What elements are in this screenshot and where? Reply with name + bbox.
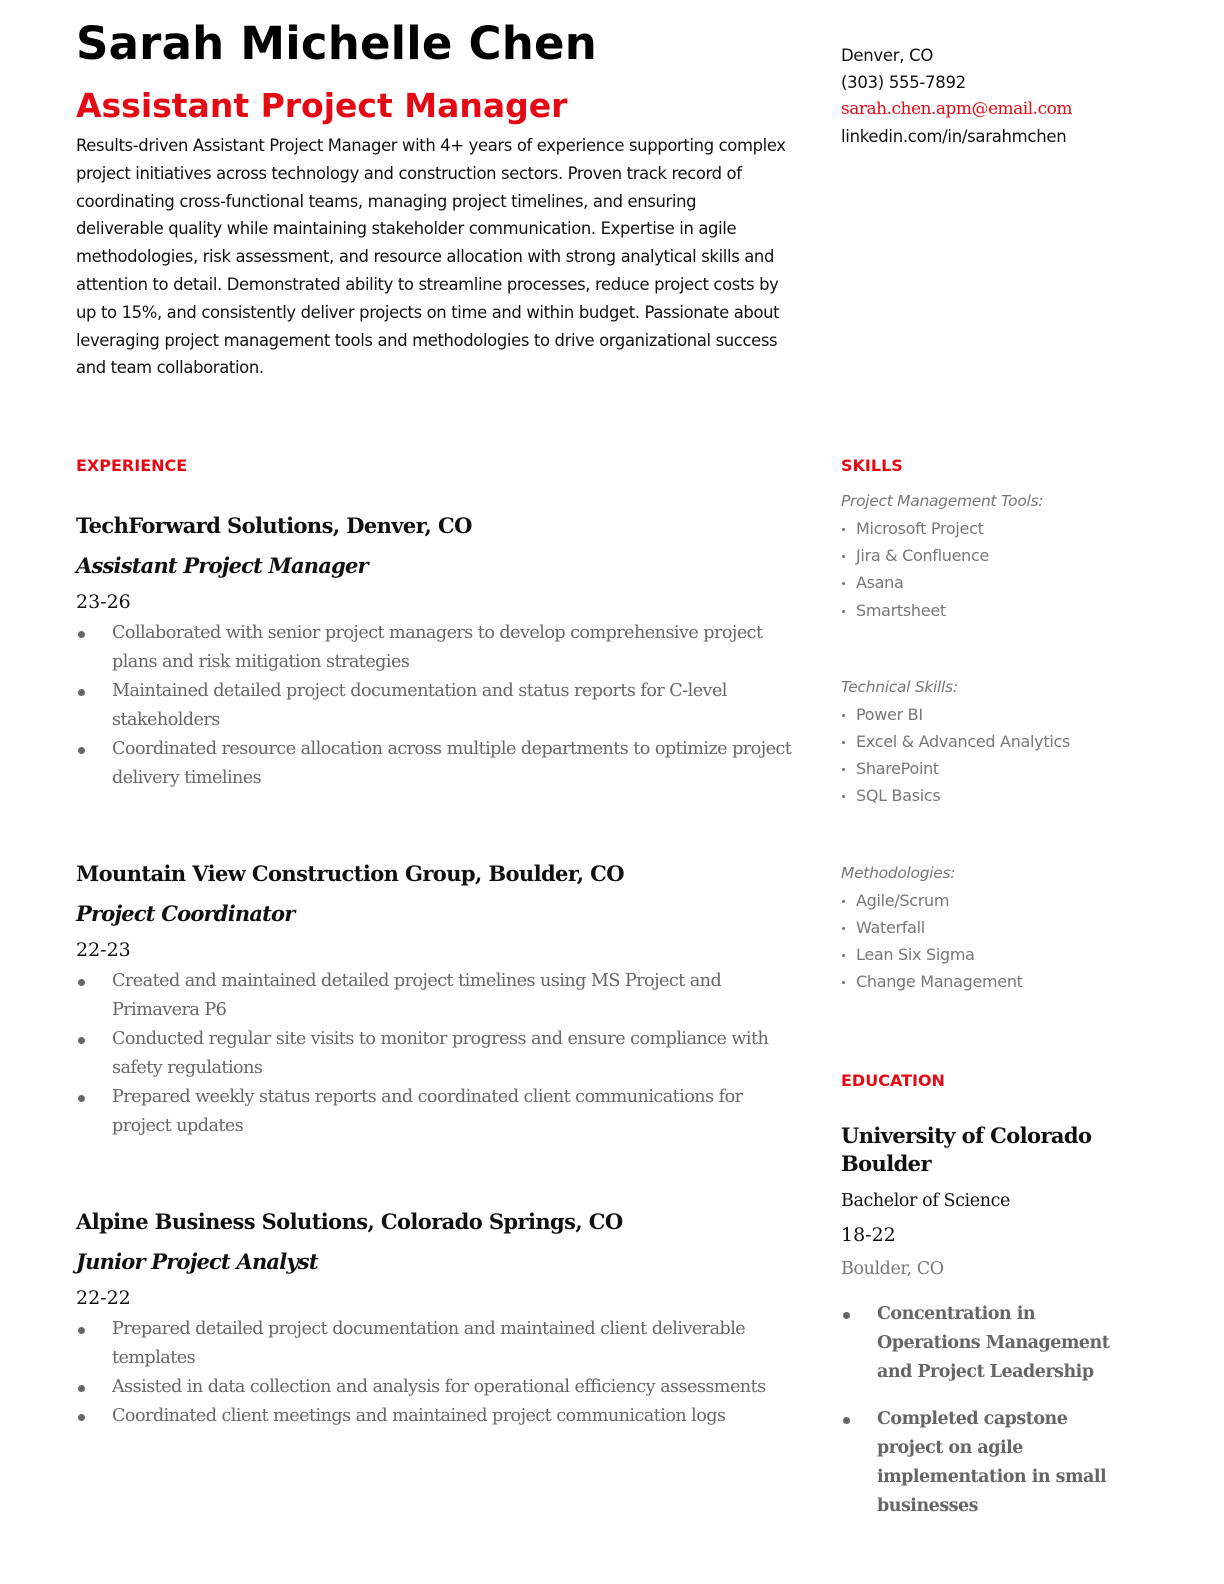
skill-text: Asana xyxy=(856,573,904,593)
job-bullet xyxy=(76,735,796,793)
bullet-icon xyxy=(78,689,85,696)
skill-item xyxy=(841,968,1141,995)
bullet-icon xyxy=(78,631,85,638)
skill-item xyxy=(841,914,1141,941)
bullet-icon xyxy=(842,795,845,798)
skill-category: Methodologies: xyxy=(841,863,956,882)
experience-entry xyxy=(76,511,796,793)
bullet-icon xyxy=(78,1327,85,1334)
job-bullet-text: Prepared detailed project documentation and maintained client deliverable templates xyxy=(112,1319,746,1368)
bullet-icon xyxy=(842,900,845,903)
job-role: Junior Project Analyst xyxy=(76,1249,318,1274)
skill-group xyxy=(841,488,1141,624)
bullet-icon xyxy=(78,747,85,754)
contact-block xyxy=(841,42,1072,150)
skill-list xyxy=(841,701,1141,810)
job-bullet-text: Prepared weekly status reports and coordinated client communications for project updates xyxy=(112,1087,743,1136)
bullet-icon xyxy=(78,1095,85,1102)
job-dates: 22-22 xyxy=(76,1287,131,1309)
education-bullet xyxy=(841,1405,1111,1521)
skill-text: SharePoint xyxy=(856,759,939,779)
job-bullet xyxy=(76,1402,796,1431)
job-bullet xyxy=(76,1083,796,1141)
job-bullet xyxy=(76,1315,796,1373)
job-bullet-text: Maintained detailed project documentation and status reports for C-level stakeholders xyxy=(112,681,727,730)
bullet-icon xyxy=(78,979,85,986)
skill-text: SQL Basics xyxy=(856,786,941,806)
job-bullet-text: Coordinated client meetings and maintained project communication logs xyxy=(112,1406,726,1426)
skill-text: Microsoft Project xyxy=(856,519,984,538)
job-company: Alpine Business Solutions, Colorado Springs, CO xyxy=(76,1209,623,1234)
contact-phone: (303) 555-7892 xyxy=(841,73,966,92)
job-bullet-text: Conducted regular site visits to monitor progress and ensure compliance with safety regulations xyxy=(112,1029,769,1078)
job-bullet xyxy=(76,677,796,735)
education-bullets xyxy=(841,1300,1111,1521)
bullet-icon xyxy=(842,768,845,771)
job-company: Mountain View Construction Group, Boulder, CO xyxy=(76,861,624,886)
education-heading: EDUCATION xyxy=(841,1071,945,1090)
job-bullet-text: Created and maintained detailed project timelines using MS Project and Primavera P6 xyxy=(112,971,722,1020)
job-bullet-text: Collaborated with senior project managers to develop comprehensive project plans and risk mitigation strategies xyxy=(112,623,763,672)
job-bullets xyxy=(76,967,796,1141)
bullet-icon xyxy=(78,1037,85,1044)
skill-text: Waterfall xyxy=(856,917,925,937)
professional-summary: Results-driven Assistant Project Manager with 4+ years of experience supporting complex project initiatives across technology and construction sectors. Proven track record of coordinating cross-functional teams, managing project timelines, and ensuring deliverable quality while maintaining stakeholder communication. Expertise in agile methodologies, risk assessment, and resource allocation with strong analytical skills and attention to detail. Demonstrated ability to streamline processes, reduce project costs by up to 15%, and consistently deliver projects on time and within budget. Passionate about leveraging project management tools and methodologies to drive organizational success and team collaboration. xyxy=(76,136,786,378)
job-dates: 23-26 xyxy=(76,591,131,613)
skill-item xyxy=(841,569,1141,596)
skills-block xyxy=(841,488,1141,1045)
education-bullet-text: Concentration in Operations Management and Project Leadership xyxy=(877,1304,1110,1382)
skill-item xyxy=(841,887,1141,914)
job-bullets xyxy=(76,619,796,793)
bullet-icon xyxy=(842,954,845,957)
job-bullet xyxy=(76,967,796,1025)
skill-item xyxy=(841,941,1141,968)
job-bullets xyxy=(76,1315,796,1431)
skill-text: Lean Six Sigma xyxy=(856,945,975,965)
bullet-icon xyxy=(842,741,845,744)
education-degree: Bachelor of Science xyxy=(841,1191,1010,1211)
skill-text: Agile/Scrum xyxy=(856,890,950,910)
skill-item xyxy=(841,755,1141,782)
job-role: Assistant Project Manager xyxy=(76,553,368,578)
skill-category: Project Management Tools: xyxy=(841,492,1044,510)
contact-location: Denver, CO xyxy=(841,46,934,65)
contact-email-link[interactable]: sarah.chen.apm@email.com xyxy=(841,99,1072,119)
skill-text: Change Management xyxy=(856,972,1023,992)
bullet-icon xyxy=(843,1417,850,1424)
skill-item xyxy=(841,728,1141,755)
candidate-title: Assistant Project Manager xyxy=(76,86,568,125)
skill-list xyxy=(841,887,1141,996)
bullet-icon xyxy=(842,927,845,930)
candidate-name: Sarah Michelle Chen xyxy=(76,17,597,70)
bullet-icon xyxy=(842,528,845,531)
bullet-icon xyxy=(78,1385,85,1392)
skill-item xyxy=(841,782,1141,809)
job-role: Project Coordinator xyxy=(76,901,295,926)
bullet-icon xyxy=(78,1414,85,1421)
skill-item xyxy=(841,701,1141,728)
education-location: Boulder, CO xyxy=(841,1259,944,1279)
experience-heading: EXPERIENCE xyxy=(76,456,188,475)
bullet-icon xyxy=(843,1312,850,1319)
job-bullet-text: Coordinated resource allocation across multiple departments to optimize project delivery timelines xyxy=(112,739,792,788)
skill-text: Jira & Confluence xyxy=(856,546,990,566)
experience-entry xyxy=(76,1207,796,1431)
skill-item xyxy=(841,542,1141,569)
skill-list xyxy=(841,515,1141,624)
skill-group xyxy=(841,674,1141,810)
job-company: TechForward Solutions, Denver, CO xyxy=(76,513,472,538)
bullet-icon xyxy=(842,582,845,585)
skill-item xyxy=(841,597,1141,624)
education-bullet-text: Completed capstone project on agile implementation in small businesses xyxy=(877,1409,1107,1516)
skills-heading: SKILLS xyxy=(841,456,903,475)
experience-entry xyxy=(76,859,796,1141)
bullet-icon xyxy=(842,610,845,613)
job-bullet xyxy=(76,1025,796,1083)
bullet-icon xyxy=(842,981,845,984)
education-bullet xyxy=(841,1300,1111,1387)
job-dates: 22-23 xyxy=(76,939,131,961)
bullet-icon xyxy=(842,714,845,717)
skill-group xyxy=(841,860,1141,996)
education-dates: 18-22 xyxy=(841,1224,896,1246)
bullet-icon xyxy=(842,555,845,558)
education-school: University of Colorado Boulder xyxy=(841,1123,1092,1176)
skill-item xyxy=(841,515,1141,542)
education-entry xyxy=(841,1122,1111,1539)
skill-text: Power BI xyxy=(856,704,923,724)
skill-text: Excel & Advanced Analytics xyxy=(856,732,1071,752)
skill-category: Technical Skills: xyxy=(841,677,958,696)
skill-text: Smartsheet xyxy=(856,600,946,620)
contact-linkedin-link[interactable]: linkedin.com/in/sarahmchen xyxy=(841,127,1067,146)
job-bullet xyxy=(76,1373,796,1402)
job-bullet xyxy=(76,619,796,677)
job-bullet-text: Assisted in data collection and analysis for operational efficiency assessments xyxy=(112,1377,766,1397)
